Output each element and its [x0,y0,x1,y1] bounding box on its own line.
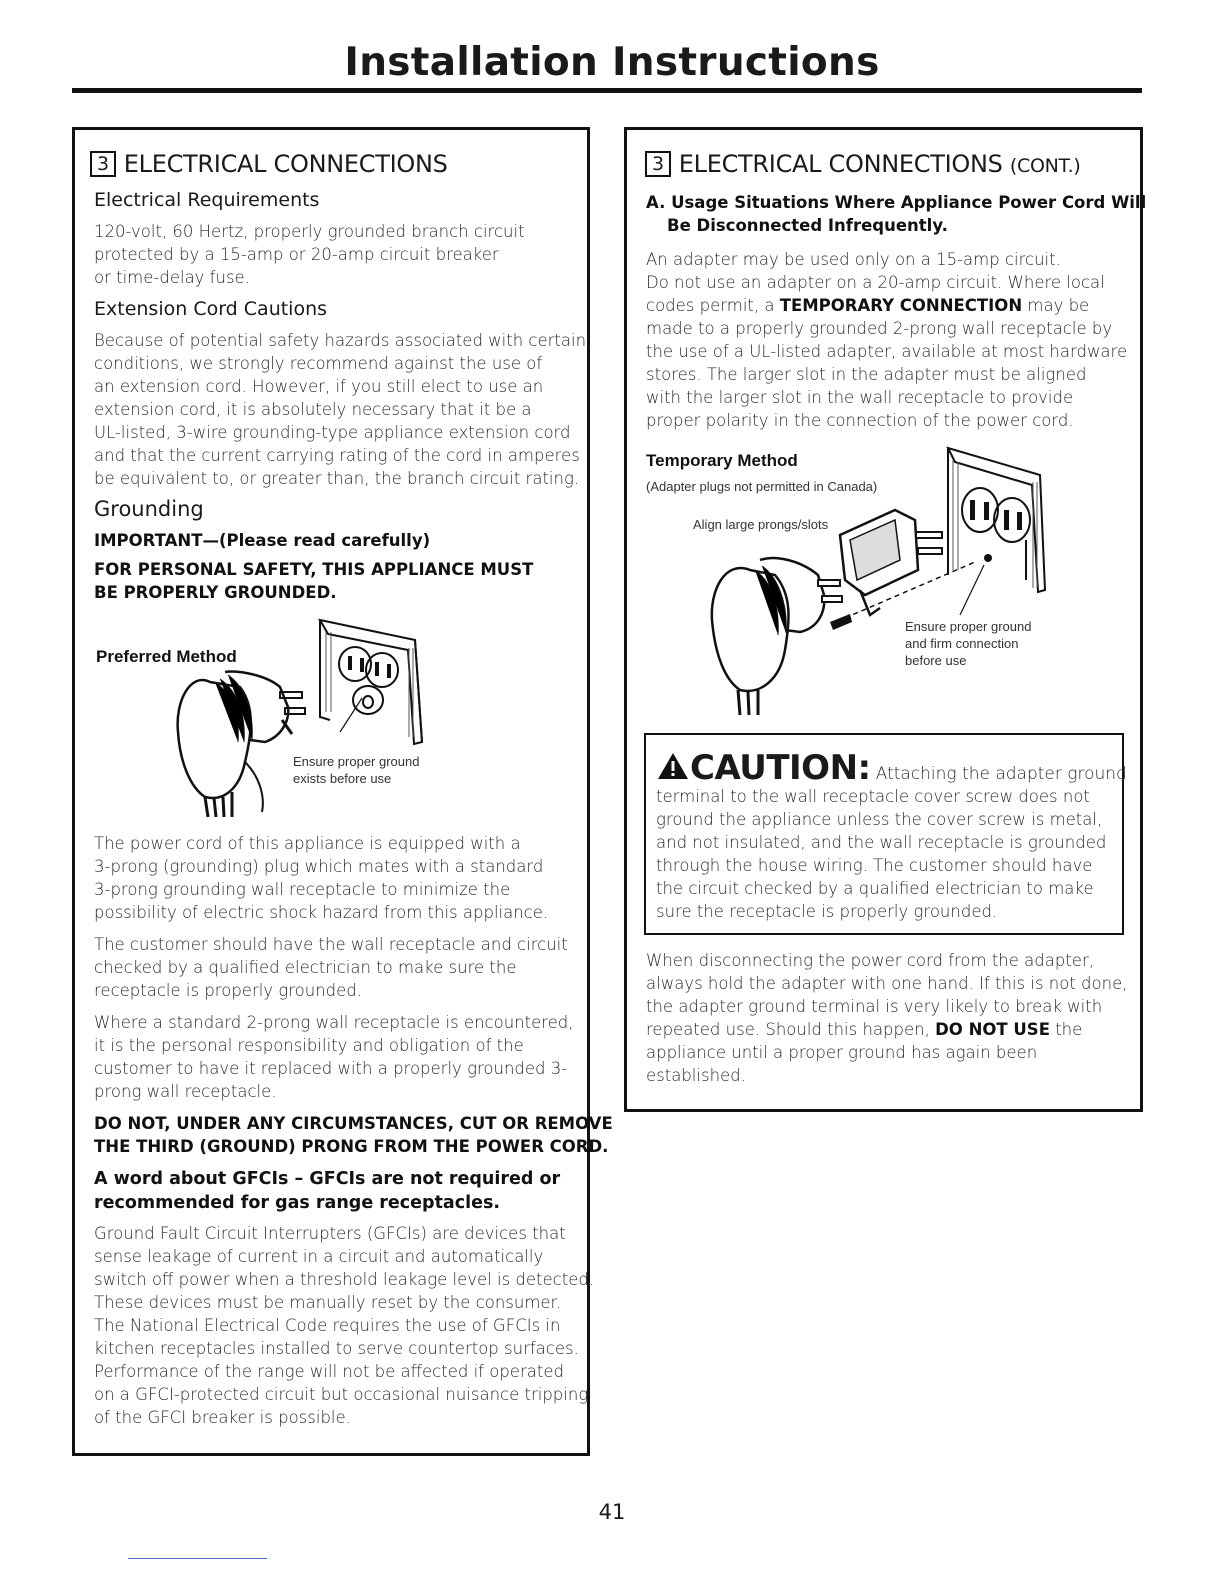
caution-heading [656,748,1127,788]
preferred-method-note: Ensure proper ground exists before use [293,754,420,786]
do-not-remove-warning: DO NOT, UNDER ANY CIRCUMSTANCES, CUT OR REMOVE THE THIRD (GROUND) PRONG FROM THE POWER CORD. [94,1114,613,1156]
extension-cord-heading: Extension Cord Cautions [94,298,328,320]
grounding-heading: Grounding [94,497,204,521]
temporary-ground-note: Ensure proper ground and firm connection before use [905,619,1032,668]
footer-rule [128,1558,267,1559]
do-not-use-emphasis: DO NOT USE [935,1020,1050,1039]
grounding-warning: FOR PERSONAL SAFETY, THIS APPLIANCE MUST BE PROPERLY GROUNDED. [94,560,534,602]
align-prongs-note: Align large prongs/slots [693,517,829,532]
title-rule [72,88,1142,93]
left-section-heading [90,150,448,178]
gfci-heading: A word about GFCIs – GFCIs are not required or recommended for gas range receptacles. [94,1169,561,1213]
gfci-paragraph: Ground Fault Circuit Interrupters (GFCIs) are devices that sense leakage of current in a circuit and automatically switch off power when a threshold leakage level is detected. These devices must be manually reset by the consumer. The National Electrical Code requires the use of GFCIs in kitchen receptacles installed to serve countertop surfaces. Performance of the range will not be affected if operated on a GFCI-protected circuit but occasional nuisance tripping of the GFCI breaker is possible. [94,1224,595,1427]
usage-situations-heading: A. Usage Situations Where Appliance Power Cord Will Be Disconnected Infrequently. [646,193,1147,235]
preferred-method-illustration [170,612,440,822]
temporary-method-illustration [700,440,1050,720]
caution-word: CAUTION: [690,748,871,788]
preferred-method-title: Preferred Method [96,647,237,666]
section-title: ELECTRICAL CONNECTIONS [123,150,448,178]
temporary-method-title: Temporary Method [646,451,798,470]
section-title: ELECTRICAL CONNECTIONS [678,150,1003,178]
caution-text: terminal to the wall receptacle cover screw does not ground the appliance unless the cover screw is metal, and not insulated, and the wall receptacle is grounded through the house wiring. The customer should have the circuit checked by a qualified electrician to make sure the receptacle is properly grounded. [656,787,1107,921]
important-note: IMPORTANT—(Please read carefully) [94,531,431,550]
two-prong-paragraph: Where a standard 2-prong wall receptacle is encountered, it is the personal responsibility and obligation of the customer to have it replaced with a properly grounded 3- prong wall receptacle. [94,1013,574,1101]
electrical-requirements-text: 120-volt, 60 Hertz, properly grounded branch circuit protected by a 15-amp or 20-amp circuit breaker or time-delay fuse. [94,222,525,287]
extension-cord-text: Because of potential safety hazards associated with certain conditions, we strongly recommend against the use of an extension cord. However, if you still elect to use an extension cord, it is absolutely necessary that it be a UL-listed, 3-wire grounding-type appliance extension cord and that the current carrying rating of the cord in amperes be equivalent to, or greater than, the branch circuit rating. [94,331,587,488]
caution-first-line: Attaching the adapter ground [875,764,1127,784]
warning-triangle-icon [656,751,690,781]
customer-check-paragraph: The customer should have the wall receptacle and circuit checked by a qualified electrician to make sure the receptacle is properly grounded. [94,935,568,1000]
page-number: 41 [598,1500,626,1524]
page-title: Installation Instructions [344,40,880,85]
section-number: 3 [645,151,671,177]
section-suffix: (CONT.) [1009,155,1081,177]
power-cord-paragraph: The power cord of this appliance is equipped with a 3-prong (grounding) plug which mates with a standard 3-prong grounding wall receptacle to minimize the possibility of electric shock hazard from this appliance. [94,834,549,922]
electrical-requirements-heading: Electrical Requirements [94,189,320,211]
temporary-method-subtitle: (Adapter plugs not permitted in Canada) [646,479,878,494]
adapter-paragraph: An adapter may be used only on a 15-amp circuit. Do not use an adapter on a 20-amp circuit. Where local codes permit, a TEMPORARY CONNECTION may be made to a properly grounded 2-prong wall receptacle by the use of a UL-listed adapter, available at most hardware stores. The larger slot in the adapter must be aligned with the larger slot in the wall receptacle to provide proper polarity in the connection of the power cord. [646,250,1128,430]
disconnect-paragraph: When disconnecting the power cord from the adapter, always hold the adapter with one hand. If this is not done, the adapter ground terminal is very likely to break with repeated use. Should this happen, DO NOT USE the appliance until a proper ground has again been established. [646,951,1128,1085]
section-number: 3 [90,151,116,177]
temporary-connection-emphasis: TEMPORARY CONNECTION [779,296,1023,315]
right-section-heading [645,150,1080,178]
